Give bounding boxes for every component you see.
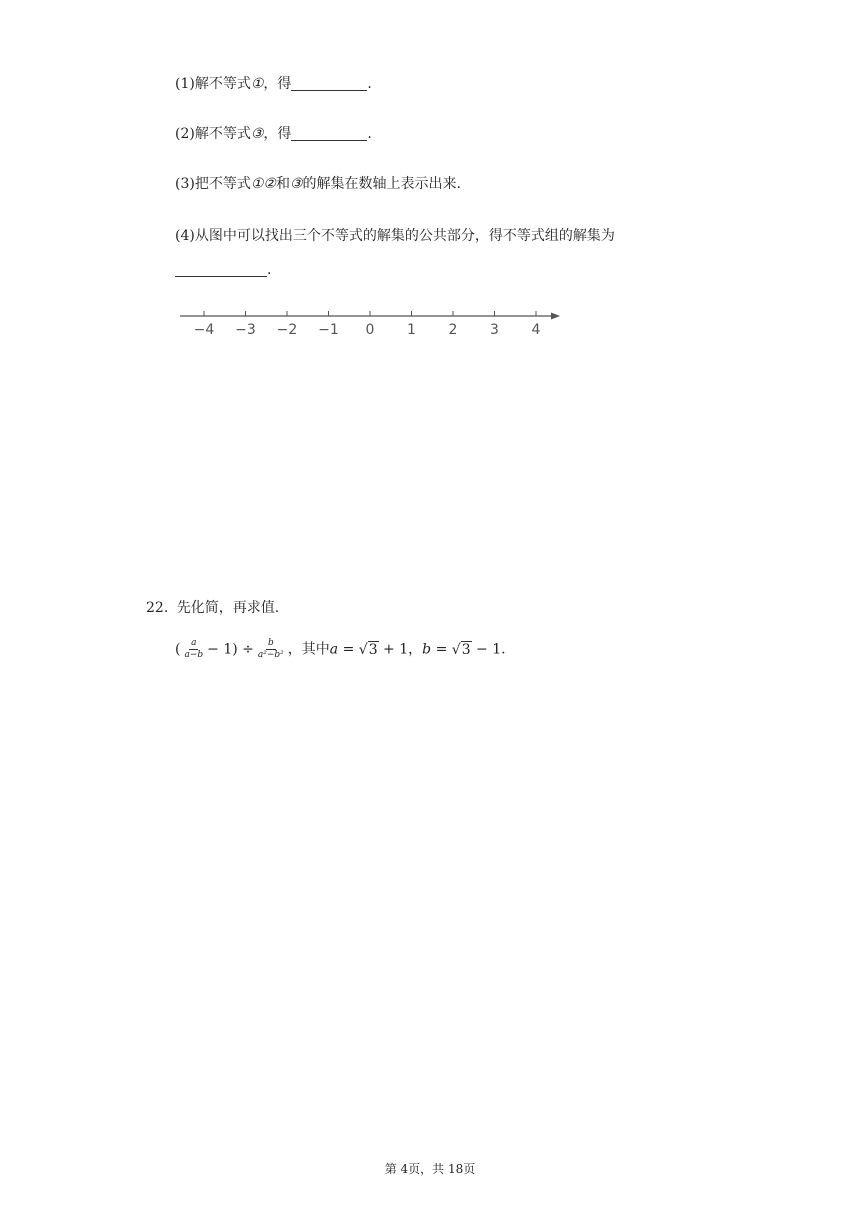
plus-one: + 1， — [378, 641, 423, 658]
equals: = — [338, 641, 359, 658]
axis-arrow — [551, 313, 560, 320]
tick-label: −1 — [318, 322, 339, 338]
item-4 — [175, 226, 615, 246]
tick-label: 4 — [531, 322, 541, 338]
item-4-answer — [175, 260, 271, 280]
item-2-prefix: (2)解不等式 — [175, 126, 251, 142]
minus-one: − 1. — [471, 641, 506, 658]
tick-label: −3 — [235, 322, 256, 338]
var-b: b — [422, 641, 432, 658]
item-3-prefix: (3)把不等式 — [175, 176, 251, 192]
item-2 — [175, 124, 372, 144]
var-a: a — [329, 641, 339, 658]
sqrt-3: √3 — [358, 641, 378, 658]
period: . — [367, 126, 372, 142]
item-2-after: ，得 — [263, 126, 292, 142]
period: . — [367, 76, 372, 92]
answer-blank[interactable] — [175, 262, 267, 277]
tick-label: −2 — [276, 322, 298, 338]
circled-number: ① — [250, 76, 264, 92]
question-22-expression — [175, 638, 506, 661]
fraction-denominator: a²−b² — [257, 650, 284, 660]
item-3-after: 的解集在数轴上表示出来. — [302, 176, 461, 192]
fraction-b-over-a2-minus-b2 — [256, 638, 286, 661]
period: . — [267, 262, 272, 278]
fraction-a-over-a-minus-b — [182, 638, 205, 661]
paren-open: ( — [175, 641, 181, 658]
item-4-text: (4)从图中可以找出三个不等式的解集的公共部分，得不等式组的解集为 — [175, 228, 615, 244]
radicand: 3 — [461, 641, 471, 658]
tick-label: −4 — [193, 322, 215, 338]
radicand: 3 — [368, 641, 378, 658]
answer-blank[interactable] — [291, 126, 367, 141]
tick-label: 1 — [407, 322, 416, 338]
fraction-denominator: a−b — [184, 650, 204, 660]
tick-label: 3 — [490, 322, 499, 338]
item-1 — [175, 74, 372, 94]
equals: = — [431, 641, 452, 658]
where-text: ，其中 — [287, 641, 330, 658]
item-1-prefix: (1)解不等式 — [175, 76, 251, 92]
sqrt-3: √3 — [451, 641, 471, 658]
page-footer: 第 4页，共 18页 — [384, 1162, 476, 1176]
question-22-title — [146, 598, 279, 618]
tick-label: 0 — [365, 322, 375, 338]
fraction-numerator: a — [191, 638, 197, 648]
fraction-numerator: b — [267, 638, 274, 648]
item-3-mid: 和 — [275, 176, 290, 192]
number-line — [170, 300, 570, 344]
item-1-after: ，得 — [263, 76, 292, 92]
question-title: 先化简，再求值. — [176, 600, 280, 616]
item-3 — [175, 174, 461, 194]
circled-number: ①② — [250, 176, 276, 192]
tick-label: 2 — [448, 322, 458, 338]
circled-number: ③ — [250, 126, 264, 142]
minus-one-divide: − 1) ÷ — [207, 641, 254, 658]
circled-number: ③ — [289, 176, 303, 192]
question-number: 22. — [146, 600, 169, 616]
answer-blank[interactable] — [291, 76, 367, 91]
